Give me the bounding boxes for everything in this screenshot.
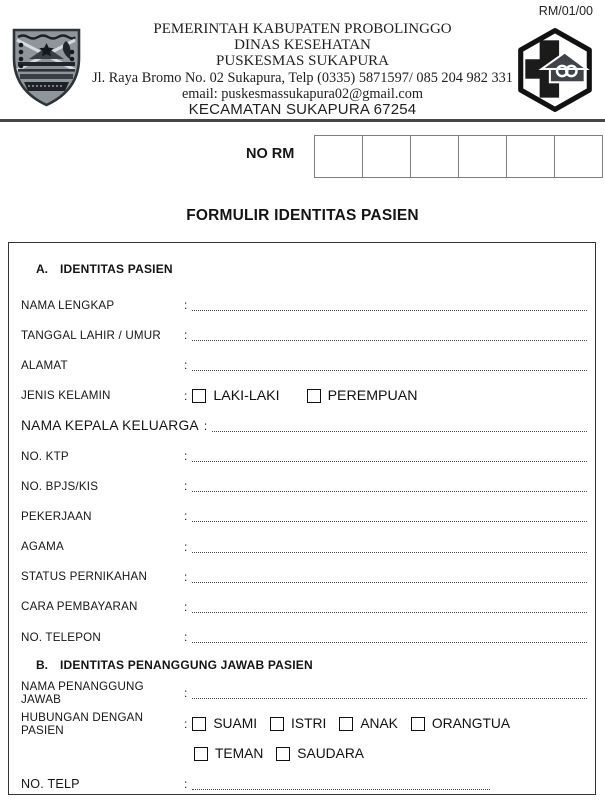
field-row-status-pernikahan bbox=[9, 562, 595, 592]
fill-line-cara-pembayaran[interactable] bbox=[192, 611, 587, 613]
field-label: NO. KTP bbox=[21, 449, 69, 463]
no-rm-cell-2[interactable] bbox=[362, 135, 411, 178]
field-label: NO. TELP bbox=[21, 776, 80, 791]
checkbox-istri[interactable] bbox=[270, 717, 284, 731]
option-anak bbox=[339, 716, 398, 731]
no-rm-label: NO RM bbox=[246, 146, 295, 162]
field-label: TANGGAL LAHIR / UMUR bbox=[21, 328, 161, 342]
fill-line-no-ktp[interactable] bbox=[192, 460, 587, 462]
field-row-no-telepon bbox=[9, 622, 595, 652]
option-label: LAKI-LAKI bbox=[213, 387, 280, 404]
fill-line-tanggal-lahir[interactable] bbox=[192, 339, 587, 341]
field-label: PEKERJAAN bbox=[21, 509, 92, 523]
field-row-cara-pembayaran bbox=[9, 592, 595, 622]
field-label: NAMA PENANGGUNG JAWAB bbox=[21, 680, 144, 707]
field-row-pekerjaan bbox=[9, 501, 595, 531]
colon: : bbox=[184, 776, 188, 791]
field-label: CARA PEMBAYARAN bbox=[21, 600, 138, 614]
header-divider bbox=[0, 119, 605, 122]
letterhead-line-government: PEMERINTAH KABUPATEN PROBOLINGGO bbox=[153, 21, 452, 37]
field-row-hubungan bbox=[9, 708, 595, 738]
colon: : bbox=[184, 686, 188, 701]
section-b-title: IDENTITAS PENANGGUNG JAWAB PASIEN bbox=[60, 658, 313, 673]
option-laki-laki bbox=[192, 388, 279, 404]
colon: : bbox=[184, 569, 188, 584]
section-b-number: B. bbox=[36, 658, 48, 673]
no-rm-boxes bbox=[314, 135, 603, 178]
section-a-heading bbox=[9, 256, 595, 282]
field-label: NAMA KEPALA KELUARGA bbox=[21, 418, 199, 434]
letterhead-line-district: KECAMATAN SUKAPURA 67254 bbox=[188, 101, 417, 119]
colon: : bbox=[184, 328, 188, 343]
fill-line-status-pernikahan[interactable] bbox=[192, 581, 587, 583]
colon: : bbox=[203, 418, 208, 433]
fill-line-pekerjaan[interactable] bbox=[192, 520, 587, 522]
field-row-nama-penanggung-jawab bbox=[9, 678, 595, 708]
letterhead-line-address: Jl. Raya Bromo No. 02 Sukapura, Telp (0335) 5871597/ 085 204 982 331 bbox=[92, 69, 513, 86]
letterhead-line-department: DINAS KESEHATAN bbox=[234, 37, 371, 54]
field-label: NO. TELEPON bbox=[21, 630, 101, 644]
colon: : bbox=[184, 388, 188, 403]
section-b-rows bbox=[9, 678, 595, 799]
colon: : bbox=[184, 599, 188, 614]
field-row-hubungan-line2 bbox=[9, 739, 595, 769]
field-row-kepala-keluarga bbox=[9, 411, 595, 441]
section-b-heading bbox=[9, 652, 595, 678]
option-teman bbox=[194, 746, 263, 761]
puskesmas-health-icon bbox=[512, 27, 598, 118]
option-label: ISTRI bbox=[291, 716, 327, 732]
checkbox-teman[interactable] bbox=[194, 747, 208, 761]
option-label: TEMAN bbox=[215, 746, 264, 762]
option-perempuan bbox=[307, 388, 418, 404]
field-label: JENIS KELAMIN bbox=[21, 389, 111, 403]
field-row-agama bbox=[9, 532, 595, 562]
letterhead bbox=[40, 21, 565, 118]
field-row-tanggal-lahir bbox=[9, 320, 595, 350]
colon: : bbox=[184, 298, 188, 313]
field-row-no-telp bbox=[9, 769, 595, 799]
option-istri bbox=[270, 716, 326, 731]
section-a-title: IDENTITAS PASIEN bbox=[60, 262, 173, 276]
colon: : bbox=[184, 479, 188, 494]
field-label: NO. BPJS/KIS bbox=[21, 479, 99, 493]
letterhead-line-email: email: puskesmassukapura02@gmail.com bbox=[181, 85, 424, 102]
field-row-no-bpjs bbox=[9, 471, 595, 501]
page-title: FORMULIR IDENTITAS PASIEN bbox=[186, 207, 419, 224]
field-label: NAMA LENGKAP bbox=[21, 298, 115, 312]
checkbox-anak[interactable] bbox=[339, 717, 353, 731]
fill-line-nama-penanggung-jawab[interactable] bbox=[192, 697, 587, 699]
checkbox-saudara[interactable] bbox=[276, 747, 290, 761]
fill-line-no-telepon[interactable] bbox=[192, 641, 587, 643]
fill-line-no-telp[interactable] bbox=[192, 788, 490, 790]
field-row-alamat bbox=[9, 350, 595, 380]
option-saudara bbox=[276, 746, 364, 761]
option-label: SAUDARA bbox=[297, 746, 364, 762]
field-label: ALAMAT bbox=[21, 358, 68, 372]
fill-line-alamat[interactable] bbox=[192, 369, 587, 371]
colon: : bbox=[184, 630, 188, 645]
fill-line-nama-lengkap[interactable] bbox=[192, 309, 587, 311]
fill-line-kepala-keluarga[interactable] bbox=[212, 430, 587, 432]
no-rm-cell-3[interactable] bbox=[410, 135, 459, 178]
field-label: HUBUNGAN DENGAN PASIEN bbox=[21, 710, 144, 737]
field-row-no-ktp bbox=[9, 441, 595, 471]
colon: : bbox=[184, 358, 188, 373]
option-orangtua bbox=[411, 716, 510, 731]
section-a-number: A. bbox=[36, 262, 48, 276]
no-rm-cell-4[interactable] bbox=[458, 135, 507, 178]
letterhead-line-clinic: PUSKESMAS SUKAPURA bbox=[216, 53, 389, 70]
checkbox-perempuan[interactable] bbox=[307, 389, 321, 403]
fill-line-agama[interactable] bbox=[192, 551, 587, 553]
colon: : bbox=[184, 716, 188, 731]
no-rm-cell-5[interactable] bbox=[506, 135, 555, 178]
no-rm-cell-1[interactable] bbox=[314, 135, 363, 178]
field-row-jenis-kelamin bbox=[9, 381, 595, 411]
field-label: AGAMA bbox=[21, 540, 64, 554]
field-row-nama-lengkap bbox=[9, 290, 595, 320]
option-label: ANAK bbox=[360, 716, 398, 732]
colon: : bbox=[184, 539, 188, 554]
form-box bbox=[8, 242, 596, 795]
option-label: ORANGTUA bbox=[431, 716, 511, 732]
fill-line-no-bpjs[interactable] bbox=[192, 490, 587, 492]
checkbox-orangtua[interactable] bbox=[411, 717, 425, 731]
colon: : bbox=[184, 509, 188, 524]
doc-code: RM/01/00 bbox=[538, 4, 593, 18]
option-suami bbox=[192, 716, 257, 731]
section-a-rows bbox=[9, 290, 595, 652]
field-label: STATUS PERNIKAHAN bbox=[21, 570, 148, 584]
option-label: SUAMI bbox=[213, 716, 258, 732]
option-label: PEREMPUAN bbox=[327, 387, 418, 404]
colon: : bbox=[184, 449, 188, 464]
checkbox-suami[interactable] bbox=[192, 717, 206, 731]
checkbox-laki-laki[interactable] bbox=[192, 389, 206, 403]
no-rm-cell-6[interactable] bbox=[554, 135, 603, 178]
